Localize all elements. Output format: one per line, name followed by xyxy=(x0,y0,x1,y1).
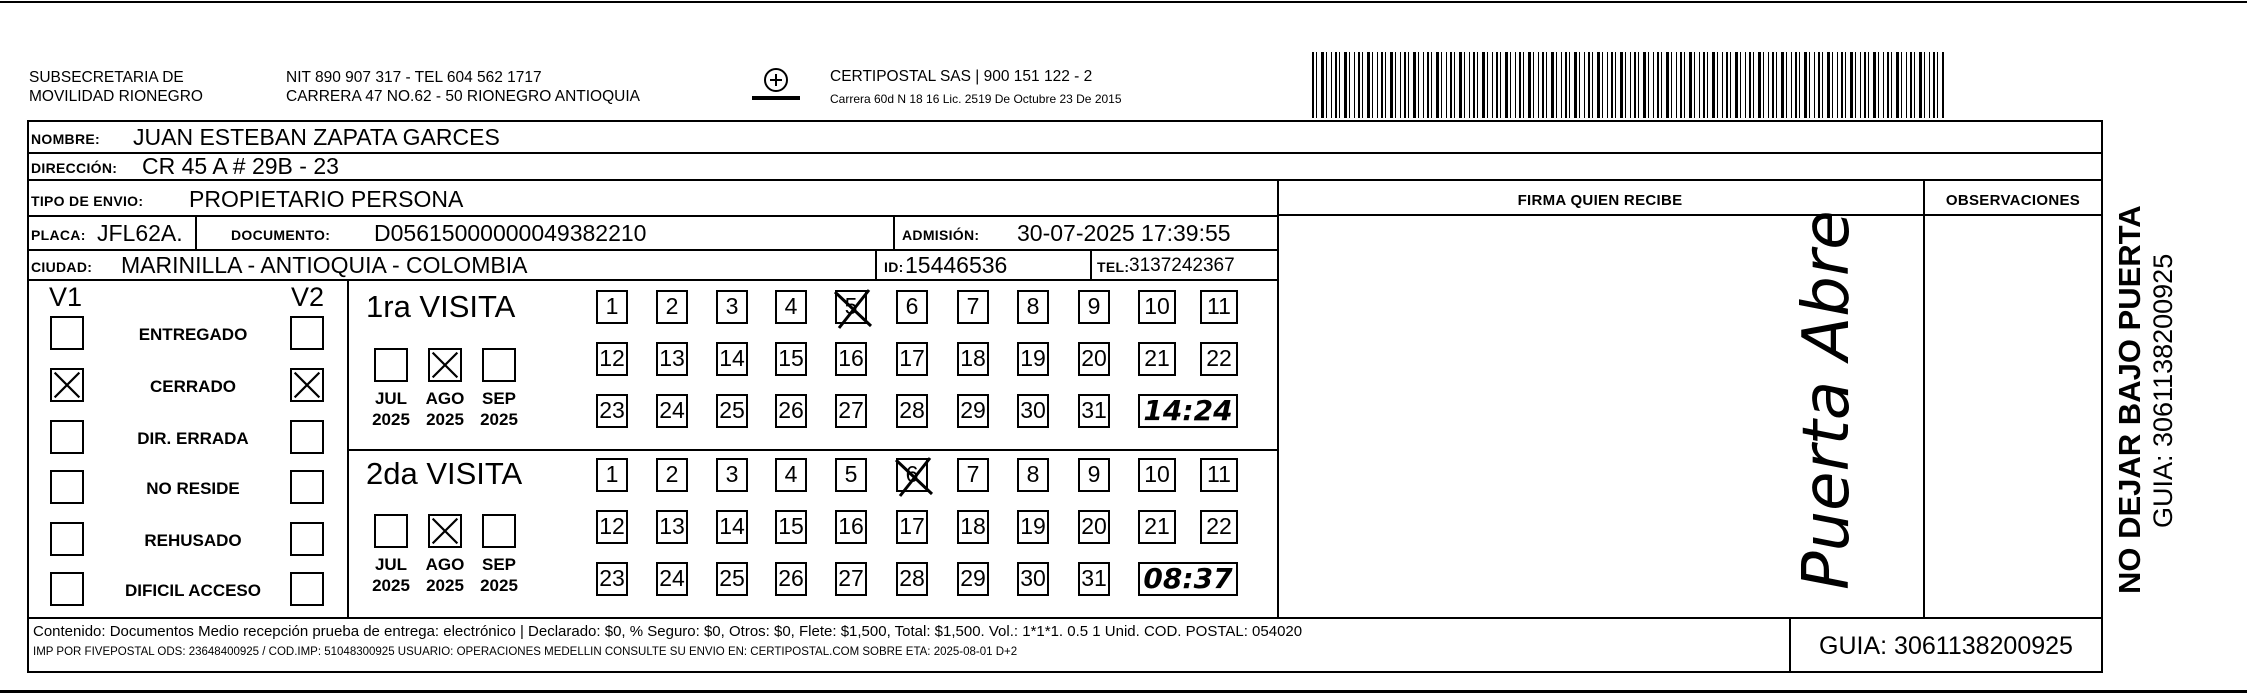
visit1-year-label-ago: 2025 xyxy=(426,410,464,429)
documento-value: D05615000000049382210 xyxy=(374,220,647,246)
visit2-day-19[interactable] xyxy=(1017,510,1049,544)
visit2-day-9[interactable] xyxy=(1078,458,1110,492)
visit2-day-26[interactable] xyxy=(775,562,807,596)
visit1-day-label: 20 xyxy=(1081,345,1107,371)
visit1-day-15[interactable] xyxy=(775,342,807,376)
ciudad-value: MARINILLA - ANTIOQUIA - COLOMBIA xyxy=(121,252,528,278)
visit2-day-11[interactable] xyxy=(1200,458,1238,492)
visit2-day-13[interactable] xyxy=(656,510,688,544)
visit1-time-box[interactable] xyxy=(1138,394,1238,428)
visit2-day-17[interactable] xyxy=(896,510,928,544)
visit1-day-23[interactable] xyxy=(596,394,628,428)
visit2-month-label-jul: JUL xyxy=(374,555,408,574)
visit1-day-9[interactable] xyxy=(1078,290,1110,324)
visit1-day-27[interactable] xyxy=(835,394,867,428)
placa-value: JFL62A. xyxy=(97,220,183,246)
visit1-month-checkbox-sep[interactable] xyxy=(482,348,516,382)
visit2-day-5[interactable] xyxy=(835,458,867,492)
visit1-day-label: 9 xyxy=(1087,293,1101,319)
visit1-day-label: 7 xyxy=(966,293,980,319)
visit1-day-label: 6 xyxy=(905,293,919,319)
visit1-day-12[interactable] xyxy=(596,342,628,376)
visit1-day-label: 21 xyxy=(1144,345,1170,371)
nombre-value: JUAN ESTEBAN ZAPATA GARCES xyxy=(133,124,500,150)
v2-label: V2 xyxy=(291,282,325,312)
tipo-value: PROPIETARIO PERSONA xyxy=(189,186,464,212)
bottom-border xyxy=(0,690,2247,693)
visit2-day-label: 3 xyxy=(725,461,739,487)
footer-imp: IMP POR FIVEPOSTAL ODS: 23648400925 / COD.IMP: 51048300925 USUARIO: OPERACIONES MEDELLIN CONSULTE SU ENVIO EN: CERTIPOSTAL.COM SOBRE ETA: 2025-08-01 D+2 xyxy=(33,646,1018,658)
visit1-day-22[interactable] xyxy=(1200,342,1238,376)
status-label-dificil-acceso: DIFICIL ACCESO xyxy=(124,581,261,600)
side-warning: NO DEJAR BAJO PUERTA xyxy=(2112,205,2147,594)
visit2-day-label: 28 xyxy=(899,565,925,591)
visit2-day-label: 23 xyxy=(599,565,625,591)
status-label-no-reside: NO RESIDE xyxy=(146,479,240,498)
visit1-time-value: 14:24 xyxy=(1143,394,1233,427)
visit1-day-label: 19 xyxy=(1020,345,1046,371)
v1-checkbox-dificil-acceso[interactable] xyxy=(50,572,84,606)
status-label-cerrado: CERRADO xyxy=(150,377,236,396)
visit2-day-label: 6 xyxy=(905,461,919,487)
visit1-day-20[interactable] xyxy=(1078,342,1110,376)
visit1-day-29[interactable] xyxy=(957,394,989,428)
divider-observaciones xyxy=(1923,181,1925,618)
ciudad-label: CIUDAD: xyxy=(31,259,93,275)
top-border xyxy=(0,1,2247,3)
v1-checkbox-dir-errada[interactable] xyxy=(50,420,84,454)
v2-checkbox-dir-errada[interactable] xyxy=(290,420,324,454)
documento-label: DOCUMENTO: xyxy=(231,227,331,243)
observaciones-header: OBSERVACIONES xyxy=(1945,192,2081,209)
visit2-day-label: 25 xyxy=(719,565,745,591)
visit2-day-label: 9 xyxy=(1087,461,1101,487)
visit1-title: 1ra VISITA xyxy=(366,289,516,324)
visit2-day-28[interactable] xyxy=(896,562,928,596)
row-placa xyxy=(29,217,1279,251)
visit1-day-label: 2 xyxy=(665,293,679,319)
visit2-time-box[interactable] xyxy=(1138,562,1238,596)
visit2-day-check-icon xyxy=(892,456,936,498)
visit2-day-16[interactable] xyxy=(835,510,867,544)
visit2-day-label: 17 xyxy=(899,513,925,539)
visit1-day-6[interactable] xyxy=(896,290,928,324)
visit1-day-label: 29 xyxy=(960,397,986,423)
visit2-day-label: 4 xyxy=(784,461,798,487)
visit2-day-label: 24 xyxy=(659,565,685,591)
divider-visits xyxy=(347,449,1277,451)
visit2-day-label: 20 xyxy=(1081,513,1107,539)
visit2-day-3[interactable] xyxy=(716,458,748,492)
visit2-year-label-jul: 2025 xyxy=(372,576,410,595)
barcode xyxy=(1312,52,1944,118)
visit1-day-label: 17 xyxy=(899,345,925,371)
side-guia: GUIA: 3061138200925 xyxy=(2148,253,2178,528)
visit2-day-label: 5 xyxy=(844,461,858,487)
visit2-day-29[interactable] xyxy=(957,562,989,596)
visit1-day-30[interactable] xyxy=(1017,394,1049,428)
visit1-day-check-icon xyxy=(831,288,875,330)
firma-header: FIRMA QUIEN RECIBE xyxy=(1517,192,1683,209)
visit1-day-16[interactable] xyxy=(835,342,867,376)
visit2-day-20[interactable] xyxy=(1078,510,1110,544)
visit2-day-label: 12 xyxy=(599,513,625,539)
status-label-dir-errada: DIR. ERRADA xyxy=(137,429,249,448)
courier-line1: CERTIPOSTAL SAS | 900 151 122 - 2 xyxy=(830,68,1093,85)
v1-label: V1 xyxy=(49,282,83,312)
id-label: ID: xyxy=(884,259,904,275)
visit2-day-label: 30 xyxy=(1020,565,1046,591)
visit2-day-label: 31 xyxy=(1081,565,1107,591)
v2-checkbox-rehusado[interactable] xyxy=(290,522,324,556)
visit1-day-8[interactable] xyxy=(1017,290,1049,324)
footer-guia: GUIA: 3061138200925 xyxy=(1819,632,2073,660)
visit1-month-label-sep: SEP xyxy=(481,389,517,408)
row-tipo xyxy=(29,181,1279,217)
visit1-day-label: 23 xyxy=(599,397,625,423)
visit1-day-label: 22 xyxy=(1206,345,1232,371)
visit2-day-label: 18 xyxy=(960,513,986,539)
visit1-day-label: 26 xyxy=(778,397,804,423)
visit2-day-label: 13 xyxy=(659,513,685,539)
visit1-day-label: 15 xyxy=(778,345,804,371)
visit2-day-27[interactable] xyxy=(835,562,867,596)
visit1-year-label-jul: 2025 xyxy=(372,410,410,429)
visit2-day-label: 11 xyxy=(1207,461,1231,487)
divider-firma xyxy=(1277,181,1279,618)
tel-value: 3137242367 xyxy=(1129,255,1235,276)
visit1-day-2[interactable] xyxy=(656,290,688,324)
address-line: CARRERA 47 NO.62 - 50 RIONEGRO ANTIOQUIA xyxy=(286,88,641,105)
status-label-entregado: ENTREGADO xyxy=(138,325,248,344)
visit2-day-23[interactable] xyxy=(596,562,628,596)
visit1-day-label: 28 xyxy=(899,397,925,423)
divider-id xyxy=(875,251,877,280)
certipostal-logo xyxy=(748,66,804,106)
visit1-day-26[interactable] xyxy=(775,394,807,428)
visit2-day-2[interactable] xyxy=(656,458,688,492)
visit2-title: 2da VISITA xyxy=(366,456,523,491)
visit2-day-label: 7 xyxy=(966,461,980,487)
visit2-day-label: 16 xyxy=(838,513,864,539)
visit1-day-24[interactable] xyxy=(656,394,688,428)
visit2-year-label-sep: 2025 xyxy=(480,576,518,595)
visit2-day-label: 27 xyxy=(838,565,864,591)
visit2-day-label: 1 xyxy=(605,461,619,487)
divider-tel xyxy=(1090,251,1092,280)
visit1-day-19[interactable] xyxy=(1017,342,1049,376)
v1-checkbox-entregado[interactable] xyxy=(50,316,84,350)
visit1-day-label: 30 xyxy=(1020,397,1046,423)
visit2-day-21[interactable] xyxy=(1138,510,1176,544)
visit1-month-label-jul: JUL xyxy=(374,389,408,408)
admision-label: ADMISIÓN: xyxy=(902,227,980,243)
id-value: 15446536 xyxy=(905,252,1008,278)
visit2-day-22[interactable] xyxy=(1200,510,1238,544)
visit1-day-label: 25 xyxy=(719,397,745,423)
visit2-month-checkbox-sep[interactable] xyxy=(482,514,516,548)
visit2-day-25[interactable] xyxy=(716,562,748,596)
visit1-month-label-ago: AGO xyxy=(425,389,465,408)
visit1-day-label: 13 xyxy=(659,345,685,371)
visit1-day-13[interactable] xyxy=(656,342,688,376)
visit1-day-label: 18 xyxy=(960,345,986,371)
visit2-day-14[interactable] xyxy=(716,510,748,544)
org-name-line2: MOVILIDAD RIONEGRO xyxy=(29,88,203,105)
visit1-day-label: 4 xyxy=(784,293,798,319)
visit2-day-6[interactable] xyxy=(896,458,928,492)
visit1-day-5[interactable] xyxy=(835,290,867,324)
org-name-line1: SUBSECRETARIA DE xyxy=(29,69,184,86)
visit2-day-label: 2 xyxy=(665,461,679,487)
visit2-month-checkbox-ago[interactable] xyxy=(428,514,462,548)
visit1-year-label-sep: 2025 xyxy=(480,410,518,429)
visit1-day-label: 1 xyxy=(605,293,619,319)
tel-label: TEL: xyxy=(1097,259,1130,275)
visit1-day-31[interactable] xyxy=(1078,394,1110,428)
admision-value: 30-07-2025 17:39:55 xyxy=(1017,220,1231,246)
visit2-day-label: 19 xyxy=(1020,513,1046,539)
visit1-day-10[interactable] xyxy=(1138,290,1176,324)
visit1-day-17[interactable] xyxy=(896,342,928,376)
row-nombre xyxy=(29,122,2101,154)
visit2-day-1[interactable] xyxy=(596,458,628,492)
observacion-handwriting: Puerta Abre xyxy=(1790,210,1864,590)
visit2-day-4[interactable] xyxy=(775,458,807,492)
visit1-day-21[interactable] xyxy=(1138,342,1176,376)
visit2-day-label: 29 xyxy=(960,565,986,591)
visit1-day-label: 31 xyxy=(1081,397,1107,423)
courier-line2: Carrera 60d N 18 16 Lic. 2519 De Octubre 23 De 2015 xyxy=(830,92,1122,106)
visit2-day-8[interactable] xyxy=(1017,458,1049,492)
v2-checkbox-entregado[interactable] xyxy=(290,316,324,350)
visit1-day-4[interactable] xyxy=(775,290,807,324)
divider-admision xyxy=(893,217,895,250)
direccion-label: DIRECCIÓN: xyxy=(31,160,118,176)
visit1-day-label: 3 xyxy=(725,293,739,319)
visit2-day-31[interactable] xyxy=(1078,562,1110,596)
visit1-day-label: 27 xyxy=(838,397,864,423)
visit2-day-label: 8 xyxy=(1026,461,1040,487)
visit2-day-15[interactable] xyxy=(775,510,807,544)
v2-checkbox-cerrado[interactable] xyxy=(290,368,324,402)
visit1-day-label: 14 xyxy=(719,345,745,371)
visit1-day-14[interactable] xyxy=(716,342,748,376)
v1-checkbox-no-reside[interactable] xyxy=(50,470,84,504)
visit1-day-7[interactable] xyxy=(957,290,989,324)
nit-line: NIT 890 907 317 - TEL 604 562 1717 xyxy=(286,69,542,86)
status-label-rehusado: REHUSADO xyxy=(144,531,242,550)
footer-content: Contenido: Documentos Medio recepción prueba de entrega: electrónico | Declarado: $0, % Seguro: $0, Otros: $0, Flete: $1,500, Total: $1,500. Vol.: 1*1*1. 0.5 1 Unid. COD. POSTAL: 054020 xyxy=(33,623,1303,640)
visit2-day-10[interactable] xyxy=(1138,458,1176,492)
visit2-day-30[interactable] xyxy=(1017,562,1049,596)
visit2-month-label-ago: AGO xyxy=(425,555,465,574)
v1-checkbox-rehusado[interactable] xyxy=(50,522,84,556)
visit1-day-label: 10 xyxy=(1144,293,1170,319)
visit2-month-label-sep: SEP xyxy=(481,555,517,574)
visit2-day-7[interactable] xyxy=(957,458,989,492)
direccion-value: CR 45 A # 29B - 23 xyxy=(142,153,339,179)
visit1-day-11[interactable] xyxy=(1200,290,1238,324)
visit1-day-25[interactable] xyxy=(716,394,748,428)
visit2-day-label: 26 xyxy=(778,565,804,591)
visit2-day-label: 21 xyxy=(1144,513,1170,539)
visit1-day-label: 24 xyxy=(659,397,685,423)
visit2-month-checkbox-jul[interactable] xyxy=(374,514,408,548)
visit2-day-12[interactable] xyxy=(596,510,628,544)
visit2-day-label: 22 xyxy=(1206,513,1232,539)
visit1-day-label: 5 xyxy=(844,293,858,319)
visit1-day-label: 8 xyxy=(1026,293,1040,319)
visit2-day-18[interactable] xyxy=(957,510,989,544)
visit2-day-label: 14 xyxy=(719,513,745,539)
visit1-day-label: 12 xyxy=(599,345,625,371)
visit2-day-24[interactable] xyxy=(656,562,688,596)
divider-placa xyxy=(195,217,197,250)
visit1-day-label: 16 xyxy=(838,345,864,371)
placa-label: PLACA: xyxy=(31,227,86,243)
visit1-day-label: 11 xyxy=(1207,293,1231,319)
nombre-label: NOMBRE: xyxy=(31,131,100,147)
visit1-day-18[interactable] xyxy=(957,342,989,376)
visit2-day-label: 15 xyxy=(778,513,804,539)
visit2-year-label-ago: 2025 xyxy=(426,576,464,595)
visit1-day-3[interactable] xyxy=(716,290,748,324)
visit2-time-value: 08:37 xyxy=(1143,562,1233,595)
visit1-month-checkbox-jul[interactable] xyxy=(374,348,408,382)
header-underline xyxy=(1277,214,2101,216)
v2-checkbox-no-reside[interactable] xyxy=(290,470,324,504)
visit1-day-28[interactable] xyxy=(896,394,928,428)
visit1-day-1[interactable] xyxy=(596,290,628,324)
v1-checkbox-cerrado[interactable] xyxy=(50,368,84,402)
visit1-month-checkbox-ago[interactable] xyxy=(428,348,462,382)
visit2-day-label: 10 xyxy=(1144,461,1170,487)
v2-checkbox-dificil-acceso[interactable] xyxy=(290,572,324,606)
tipo-label: TIPO DE ENVIO: xyxy=(31,193,144,209)
